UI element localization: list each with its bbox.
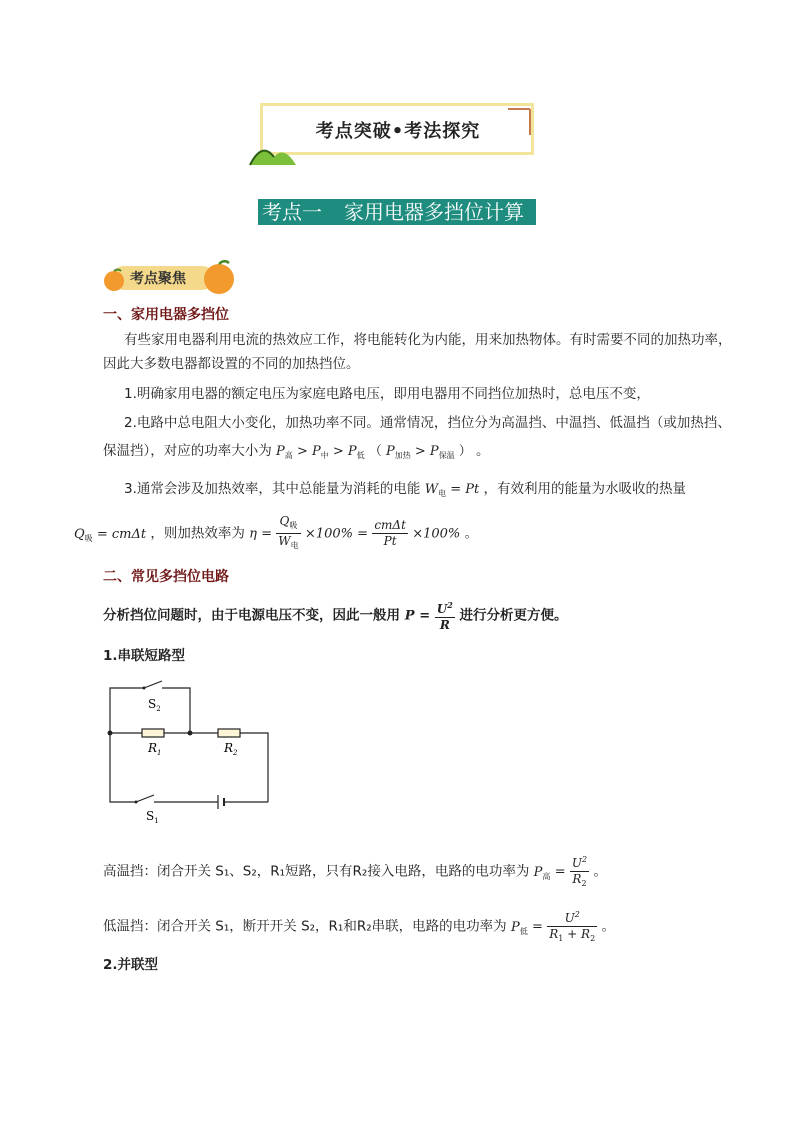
power-formula-fraction: $\frac{U^2}{R}$ <box>436 600 453 632</box>
analysis-line: 分析挡位问题时，由于电源电压不变，因此一般用 P = $\frac{U^2}{R}$ 进行分析更方便。 <box>103 600 568 632</box>
series-short-circuit-diagram <box>100 676 280 826</box>
part1-item1: 1.明确家用电器的额定电压为家庭电路电压，即用电器用不同挡位加热时，总电压不变， <box>124 386 650 402</box>
banner <box>258 101 538 159</box>
high-power-fraction: $\frac{U^2}{R_2}$ <box>570 852 589 891</box>
part1-item2-line1: 2.电路中总电阻大小变化，加热功率不同。通常情况，挡位分为高温挡、中温挡、低温挡（或加热挡、 <box>124 415 731 431</box>
part1-intro-line1: 有些家用电器利用电流的热效应工作，将电能转化为内能，用来加热物体。有时需要不同的加热功率， <box>124 332 732 348</box>
s2-label: $S_2$ <box>148 697 161 713</box>
junction-dot <box>108 731 113 736</box>
orange-icon <box>202 258 236 296</box>
efficiency-fraction-1: $\frac{Q_吸}{W_电}$ <box>278 514 299 550</box>
part1-item3-line1: 3.通常会涉及加热效率，其中总能量为消耗的电能 $W_电 = Pt$ ，有效利用的能量为水吸收的热量 <box>124 481 686 498</box>
low-power-fraction: $\frac{U^2}{R_1 + R_2}$ <box>547 907 597 946</box>
heat-formula: $Q_吸 = cm\Delta t$ <box>74 526 147 543</box>
r1-resistor <box>142 729 164 737</box>
s1-switch-blade <box>136 795 154 802</box>
part1-item3-line2: $Q_吸 = cm\Delta t$ ，则加热效率为 η = $\frac{Q_吸}{W_电}$ ×100% = $\frac{\text{cmΔt}}{Pt}$ ×100% 。 <box>74 514 478 553</box>
r2-label: $R_2$ <box>224 741 238 757</box>
section-number: 考点一 <box>262 200 322 224</box>
focus-label: 考点聚焦 <box>130 271 186 287</box>
s1-label: $S_1$ <box>146 809 159 825</box>
type1-heading: 1.串联短路型 <box>103 648 186 664</box>
orange-icon <box>102 268 126 292</box>
section-header <box>258 199 536 225</box>
electric-energy-formula: $W_电 = Pt$ <box>424 482 480 498</box>
r1-label: $R_1$ <box>148 741 162 757</box>
focus-badge <box>102 258 234 296</box>
junction-dot <box>188 731 193 736</box>
power-inequality: $P_高 > P_中 > P_低$ （ $P_{加热} > P_{保温}$ ） <box>276 444 472 460</box>
s2-switch-blade <box>144 681 162 688</box>
efficiency-fraction-2: $\frac{\text{cmΔt}}{Pt}$ <box>374 518 406 548</box>
low-temp-line: 低温挡：闭合开关 S₁，断开开关 S₂，R₁和R₂串联，电路的电功率为 $P_低$ = $\frac{U^2}{R_1 + R_2}$ 。 <box>103 907 615 946</box>
part1-item2-line2: 保温挡），对应的功率大小为 $P_高 > P_中 > P_低$ （ $P_{加热} > P_{保温}$ ） 。 <box>103 443 490 460</box>
banner-title: 考点突破•考法探究 <box>315 121 481 142</box>
part1-heading: 一、家用电器多挡位 <box>103 307 229 323</box>
type2-heading: 2.并联型 <box>103 957 159 973</box>
r2-resistor <box>218 729 240 737</box>
high-temp-line: 高温挡：闭合开关 S₁、S₂，R₁短路，只有R₂接入电路，电路的电功率为 $P_高$ = $\frac{U^2}{R_2}$ 。 <box>103 852 607 891</box>
part2-heading: 二、常见多挡位电路 <box>103 569 229 585</box>
section-title: 家用电器多挡位计算 <box>344 200 524 224</box>
part1-intro-line2: 因此大多数电器都设置的不同的加热挡位。 <box>103 356 360 372</box>
